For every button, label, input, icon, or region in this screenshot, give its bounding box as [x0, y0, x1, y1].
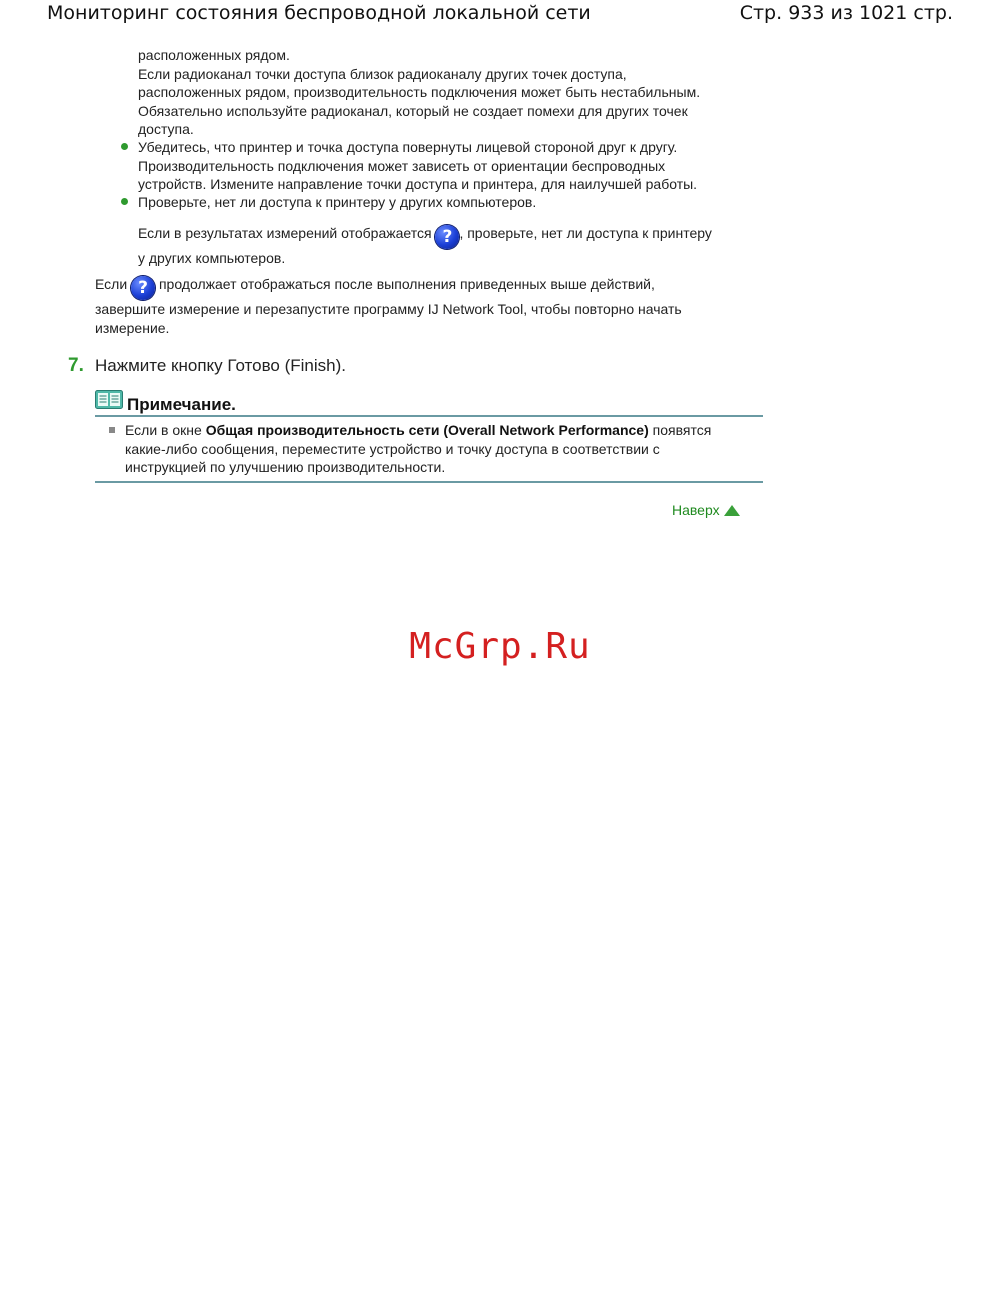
- step-text: Нажмите кнопку Готово (Finish).: [95, 356, 347, 375]
- text-line: Если в результатах измерений отображается ? , проверьте, нет ли доступа к принтеру: [138, 224, 712, 247]
- text-line: Проверьте, нет ли доступа к принтеру у других компьютеров.: [138, 194, 537, 210]
- page-header: [0, 0, 1000, 30]
- page-counter: Стр. 933 из 1021 стр.: [739, 2, 953, 24]
- note-title: Примечание.: [127, 395, 236, 414]
- text-line: доступа.: [138, 121, 194, 137]
- window-name: Общая производительность сети (Overall Network Performance): [205, 422, 649, 438]
- square-bullet-icon: [109, 427, 115, 433]
- book-icon: [95, 390, 123, 409]
- text-line: измерение.: [95, 319, 170, 336]
- followup-paragraph: [95, 275, 755, 337]
- bullet-dot-icon: [121, 143, 128, 150]
- text-line: инструкцией по улучшению производительности.: [125, 459, 446, 475]
- text-line: Производительность подключения может зависеть от ориентации беспроводных: [138, 157, 666, 174]
- bullet-dot-icon: [121, 198, 128, 205]
- text-line: завершите измерение и перезапустите программу IJ Network Tool, чтобы повторно начать: [95, 301, 682, 317]
- question-icon: ?: [131, 276, 155, 300]
- question-icon: ?: [435, 225, 459, 249]
- text-line: Если ? продолжает отображаться после выполнения приведенных выше действий,: [95, 276, 655, 298]
- text-line: Если в окне Общая производительность сети (Overall Network Performance) появятся: [125, 422, 712, 438]
- divider: [95, 481, 763, 483]
- text-line: какие-либо сообщения, переместите устройство и точку доступа в соответствии с: [125, 440, 660, 457]
- text-line: расположенных рядом, производительность подключения может быть нестабильным.: [138, 84, 701, 100]
- watermark: McGrp.Ru: [409, 626, 591, 667]
- text-line: Обязательно используйте радиоканал, который не создает помехи для других точек: [138, 102, 688, 119]
- text-line: Убедитесь, что принтер и точка доступа повернуты лицевой стороной друг к другу.: [138, 139, 678, 155]
- step-number: 7.: [68, 355, 84, 376]
- triangle-up-icon: [724, 505, 740, 516]
- document-title: Мониторинг состояния беспроводной локальной сети: [47, 2, 591, 24]
- back-to-top-label: Наверх: [672, 502, 720, 518]
- text-line: у других компьютеров.: [138, 249, 286, 266]
- note-header: [95, 389, 763, 417]
- text-line: устройств. Измените направление точки доступа и принтера, для наилучшей работы.: [138, 176, 698, 192]
- intro-paragraph: [138, 46, 758, 139]
- text-line: расположенных рядом.: [138, 47, 290, 63]
- back-to-top-link[interactable]: [672, 502, 740, 518]
- text-line: Если радиоканал точки доступа близок радиоканалу других точек доступа,: [138, 65, 627, 82]
